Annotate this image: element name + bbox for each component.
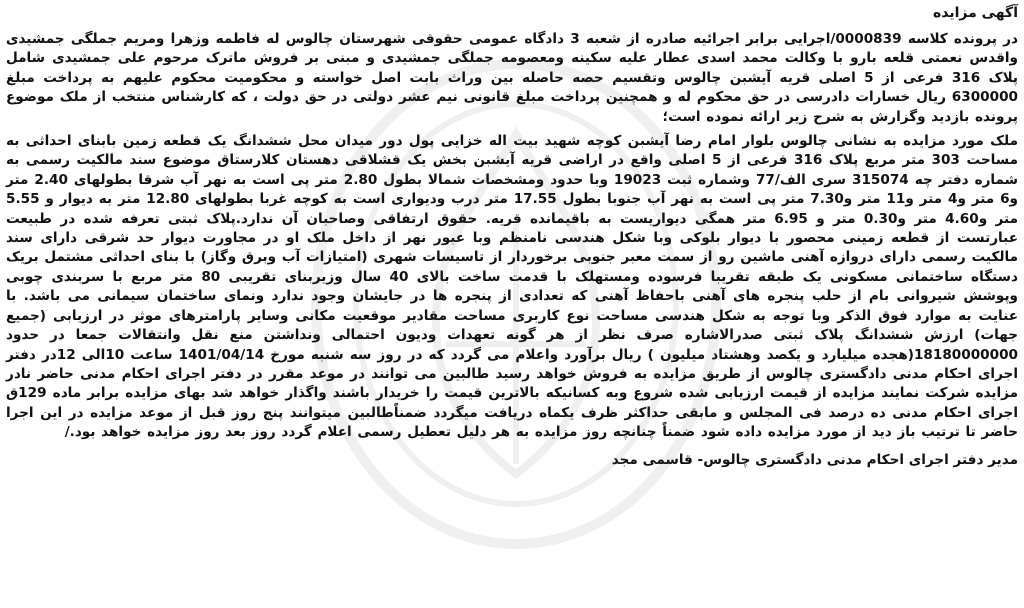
notice-signature: مدیر دفتر اجرای احکام مدنی دادگستری چالوس- قاسمی مجد — [611, 451, 1018, 468]
notice-page — [6, 4, 1018, 604]
notice-paragraph-property: ملک مورد مزایده به نشانی چالوس بلوار امام رضا آیشبن کوچه شهید بیت اله خزایی پول دور میدان محل ششدانگ یک قطعه زمین بابنای احداثی به مساحت 303 متر مربع پلاک 316 فرعی از 5 اصلی واقع در اراضی قریه آیشبن بخش یک قشلاقی دهستان کلارستاق موضوع سند مالکیت رسمی به شماره دفتر چه 315074 سری الف/77 وشماره ثبت 19023 وبا حدود ومشخصات شمالا بطول 2.80 متر پی است به نهر آب شرقا بطولهای 2.40 متر و6 متر و4 متر و11 متر و7.30 متر پی است به نهر آب جنوبا بطول 17.55 متر درب ودیواری است به کوچه غربا بطولهای 12.80 متر به دیوار و 5.55 متر و4.60 متر و0.30 متر و 6.95 متر همگی دیواریست به باقیمانده قریه. حقوق ارتفاقی وصاحبان آن ندارد.پلاک ثبتی تعرفه شده در طبیعت عبارتست از قطعه زمینی محصور با دیوار بلوکی وبا شکل هندسی نامنظم وبا عبور نهر از داخل ملک او در مجاورت دیوار حد شرقی دارای سند مالکیت رسمی دارای دروازه آهنی ماشین رو از سمت معبر جنوبی برخوردار از تاسیسات شهری (امتیازات آب وبرق وگاز) با بنای احداثی مشتمل بریک دستگاه ساختمانی مسکونی یک طبقه تقریبا فرسوده ومستهلک با قدمت ساخت بالای 40 سال وزیربنای تقریبی 80 متر مربع با سربندی چوبی وپوشش شیروانی بام از حلب پنجره های آهنی باحفاظ آهنی که تعدادی از پنجره ها در جایشان وجود ندارد ونمای ساختمان سیمانی می باشد. با عنایت به موارد فوق الذکر وبا توجه به شکل هندسی مساحت نوع کاربری مساحت مقادیر موقعیت مکانی وسایر پارامترهای موثر در ارزیابی (جمیع جهات) ارزش ششدانگ پلاک ثبتی صدرالاشاره صرف نظر از هر گونه تعهدات ودیون احتمالی ونداشتن منع نقل وانتقالات جمعا در حدود 18180000000(هجده میلیارد و یکصد وهشتاد میلیون ) ریال برآورد واعلام می گردد که در روز سه شنبه مورخ 1401/04/14 ساعت 10الی 12در دفتر اجرای احکام مدنی دادگستری چالوس از طریق مزایده به فروش خواهد رسید طالبین می توانند در موعد مقرر در دفتر اجرای احکام مدنی حاضر نادر مزایده شرکت نمایند مزایده از قیمت ارزیابی شده شروع وبه کسانیکه بالاترین قیمت را خریدار باشند واگذار خواهد شد بهای مزایده برابر ماده 129ق اجرای احکام مدنی ده درصد فی المجلس و مابقی حداکثر ظرف یکماه دریافت میگردد ضمناًطالبین میتوانند پنج روز قبل از موعد مزایده در این اجرا حاضر تا ترتیب باز دید از مورد مزایده داده شود ضمناً چنانچه روز مزایده به هر دلیل تعطیل رسمی اعلام گردد روز بعد روز مزایده خواهد بود./ — [6, 133, 1019, 441]
notice-title: آگهی مزایده — [932, 5, 1018, 21]
notice-paragraph-case: در پرونده کلاسه 0000839/اجرایی برابر اجرائیه صادره از شعبه 3 دادگاه عمومی حقوقی شهرستان چالوس له فاطمه وزهرا ومریم جملگی جمشیدی واقدس نعمتی قلعه بارو با وکالت محمد اسدی عطار علیه سکینه ومعصومه جملگی جمشیدی و مبنی بر فروش ماترک مرحوم علی جمشیدی شامل پلاک 316 فرعی از 5 اصلی قریه آیشبن چالوس وتقسیم حصه حاصله بین وراث بابت اصل خواسته و محکومیت محکوم علیهم به پرداخت مبلغ 6300000 ریال خسارات دادرسی در حق محکوم له و همچنین پرداخت مبلغ قانونی نیم عشر دولتی در حق دولت ، که کارشناس منتخب از ملک موضوع پرونده بازدید وگزارش به شرح زیر ارائه نموده است؛ — [6, 31, 1018, 125]
